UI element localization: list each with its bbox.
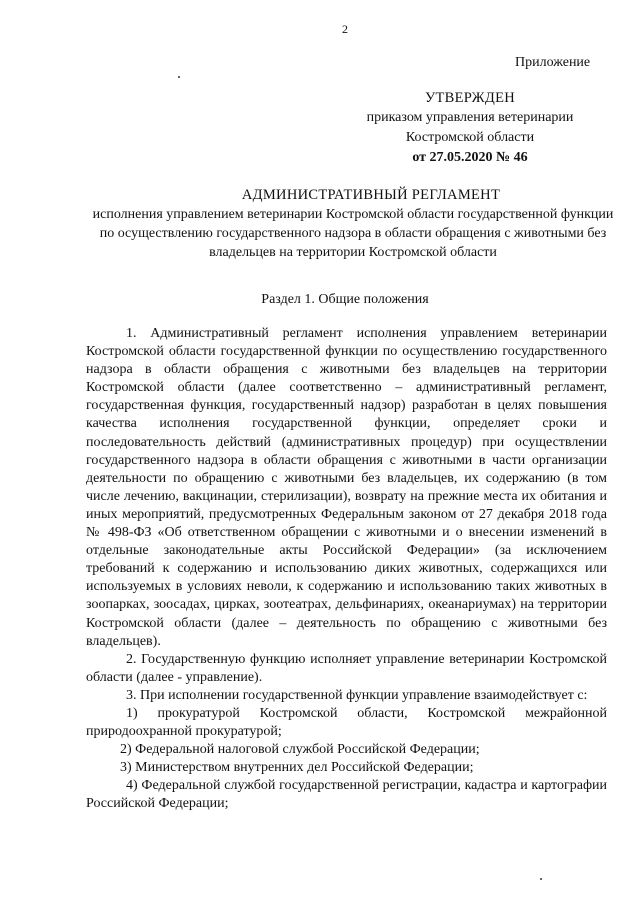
approval-line-2: Костромской области — [405, 130, 535, 145]
list-item-4: 4) Федеральной службой государственной регистрации, кадастра и картографии Российской Федерации; — [86, 778, 607, 812]
list-item-1: 1) прокуратурой Костромской области, Костромской межрайонной природоохранной прокуратурой; — [86, 705, 607, 740]
paragraph-2: 2. Государственную функцию исполняет управление ветеринарии Костромской области (далее - управление). — [86, 651, 607, 685]
paragraph-1: 1. Административный регламент исполнения управлением ветеринарии Костромской области государственной функции по осуществлению государственного надзора в области обращения с животными без владельцев на территории Костромской области (далее соответственно – административный регламент, государственная функция, государственный надзор) разработан в целях повышения качества исполнения государственной функции, определяет сроки и последовательность действий (административных процедур) при осуществлении государственного надзора в области обращения с животными в части организации деятельности по обращению с животными без владельцев, их содержанию (в том числе лечению, вакцинации, стерилизации), возврату на прежние места их обитания и иных мероприятий, предусмотренных Федеральным законом от 27 декабря 2018 года № 498-ФЗ «Об ответственном обращении с животными и о внесении изменений в отдельные законодательные акты Российской Федерации» (за исключением требований к содержанию и использованию диких животных, содержащихся или используемых в условиях неволи, к содержанию и использованию таких животных в зоопарках, зоосадах, цирках, зоотеатрах, дельфинариях, океанариумах) на территории Костромской области (далее – деятельность по обращению с животными без владельцев). — [86, 326, 607, 649]
paragraph-3: 3. При исполнении государственной функции управление взаимодействует с: — [126, 687, 588, 703]
list-item-3: 3) Министерством внутренних дел Российской Федерации; — [120, 760, 474, 776]
approval-block — [345, 88, 595, 168]
document-title — [86, 186, 620, 262]
approval-line-1: приказом управления ветеринарии — [366, 110, 574, 125]
approval-heading: УТВЕРЖДЕН — [424, 90, 516, 106]
scan-speck — [178, 76, 180, 78]
list-item-2: 2) Федеральной налоговой службой Российской Федерации; — [120, 742, 480, 758]
section-title: Раздел 1. Общие положения — [261, 292, 429, 307]
document-body — [86, 325, 607, 814]
approval-date-number: от 27.05.2020 № 46 — [412, 150, 528, 165]
title-subtitle: исполнения управлением ветеринарии Костромской области государственной функции по осуществлению государственного надзора в области обращения с животными без владельцев на территории Костромской области — [92, 207, 614, 260]
scan-speck — [540, 878, 542, 880]
appendix-label: Приложение — [515, 55, 591, 70]
page-number: 2 — [342, 22, 348, 36]
title-main: АДМИНИСТРАТИВНЫЙ РЕГЛАМЕНТ — [241, 187, 501, 203]
